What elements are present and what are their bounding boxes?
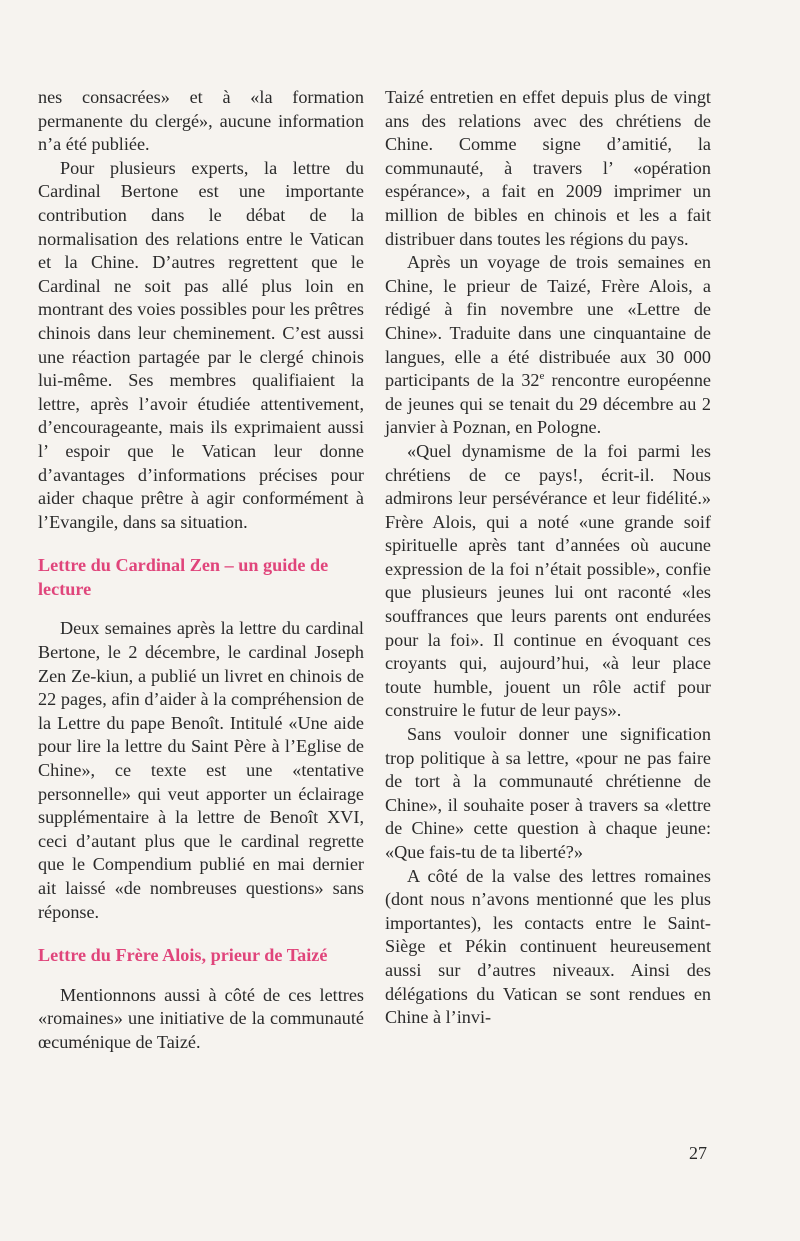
left-paragraph-4: Mentionnons aussi à côté de ces lettres «romaines» une initiative de la communauté œcuménique de Taizé. (38, 984, 364, 1052)
right-paragraph-4: Sans vouloir donner une signification trop politique à sa lettre, «pour ne pas faire de tort à la communauté chrétienne de Chine», il souhaite poser à travers sa «lettre de Chine» cette question à chaque jeune: «Que fais-tu de ta liberté?» (385, 724, 711, 862)
right-paragraph-2-part-a: Après un voyage de trois semaines en Chine, le prieur de Taizé, Frère Alois, a rédigé à fin novembre une «Lettre de Chine». Traduite dans une cinquantaine de langues, elle a été distribuée aux 30 000 participants de la 32 (385, 252, 711, 391)
section-heading-cardinal-zen: Lettre du Cardinal Zen – un guide de lecture (38, 555, 329, 599)
section-heading-frere-alois: Lettre du Frère Alois, prieur de Taizé (38, 945, 328, 966)
right-paragraph-5: A côté de la valse des lettres romaines (dont nous n’avons mentionné que les plus importantes), les contacts entre le Saint-Siège et Pékin continuent heureusement aussi sur d’autres niveaux. Ainsi des délégations du Vatican se sont rendues en Chine à l’invi- (385, 865, 711, 1028)
page-number: 27 (689, 1143, 707, 1163)
right-column (385, 86, 711, 1030)
left-paragraph-1: nes consacrées» et à «la formation permanente du clergé», aucune information n’a été publiée. (38, 87, 364, 155)
left-paragraph-3: Deux semaines après la lettre du cardinal Bertone, le 2 décembre, le cardinal Joseph Zen Ze-kiun, a publié un livret en chinois de 22 pages, afin d’aider à la compréhension de la Lettre du pape Benoît. Intitulé «Une aide pour lire la lettre du Saint Père à l’Eglise de Chine», ce texte est une «tentative personnelle» qui veut apporter un éclairage supplémentaire à la lettre de Benoît XVI, ceci d’autant plus que le cardinal regrette que le Compendium publié en mai dernier ait laissé «de nombreuses questions» sans réponse. (38, 618, 364, 922)
right-paragraph-2-part-b: rencontre européenne de jeunes qui se tenait du 29 décembre au 2 janvier à Poznan, en Pologne. (385, 370, 712, 438)
right-paragraph-3: «Quel dynamisme de la foi parmi les chrétiens de ce pays!, écrit-il. Nous admirons leur persévérance et leur fidélité.» Frère Alois, qui a noté «une grande soif spirituelle après tant d’années où aucune expression de la foi n’était possible», confie que plusieurs jeunes lui ont raconté «les souffrances que leurs parents ont endurées pour la foi». Il continue en évoquant ces croyants qui, aujourd’hui, «à leur place toute humble, jouent un rôle actif pour construire le futur de leur pays». (385, 440, 711, 721)
left-column (38, 86, 364, 1055)
right-paragraph-1: Taizé entretien en effet depuis plus de vingt ans des relations avec des chrétiens de Chine. Comme signe d’amitié, la communauté, à travers l’ «opération espérance», a fait en 2009 imprimer un million de bibles en chinois et les a fait distribuer dans toutes les régions du pays. (385, 87, 711, 249)
left-paragraph-2: Pour plusieurs experts, la lettre du Cardinal Bertone est une importante contribution dans le débat de la normalisation des relations entre le Vatican et la Chine. D’autres regrettent que le Cardinal ne soit pas allé plus loin en montrant des voies possibles pour les prêtres chinois dans leur cheminement. C’est aussi une réaction partagée par le clergé chinois lui-même. Ses membres qualifiaient la lettre, après l’avoir étudiée attentivement, d’encourageante, mais ils exprimaient aussi l’ espoir que le Vatican leur donne d’avantages d’informations précises pour aider chaque prêtre à agir conformément à l’Evangile, dans sa situation. (38, 157, 364, 532)
ordinal-superscript: e (539, 370, 545, 383)
right-paragraph-2 (385, 251, 711, 440)
